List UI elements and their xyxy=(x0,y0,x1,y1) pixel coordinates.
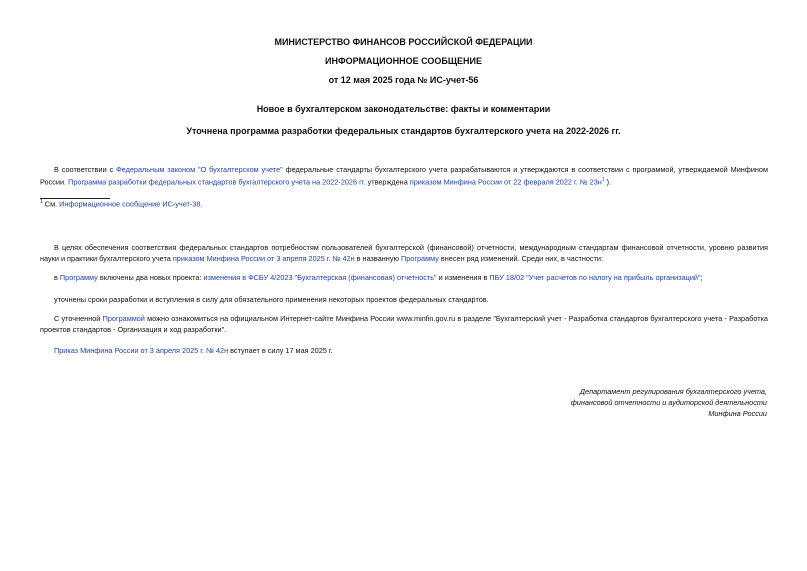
paragraph-changes xyxy=(40,242,768,264)
signature-line: Минфина России xyxy=(708,409,767,418)
link-order-42n[interactable]: Приказ Минфина России от 3 апреля 2025 г. № 42н xyxy=(54,346,229,355)
link-program[interactable]: Программу xyxy=(400,254,439,263)
link-fsbu-4-2023[interactable]: изменения в ФСБУ 4/2023 "Бухгалтерская (финансовая) отчетность" xyxy=(203,273,437,282)
ministry-title: МИНИСТЕРСТВО ФИНАНСОВ РОССИЙСКОЙ ФЕДЕРАЦИИ xyxy=(274,37,533,47)
signature-line: финансовой отчетности и аудиторской деятельности xyxy=(570,398,767,407)
text: в названную xyxy=(354,254,401,263)
paragraph-intro xyxy=(40,164,768,187)
text: ; xyxy=(700,273,703,282)
footnote-ref[interactable]: 1 xyxy=(601,177,605,183)
link-program[interactable]: Программой xyxy=(102,314,145,323)
signature-line: Департамент регулирования бухгалтерского учета, xyxy=(579,387,767,396)
text: . xyxy=(200,199,203,209)
text: и изменения в xyxy=(436,273,490,282)
link-program[interactable]: Программу xyxy=(59,273,98,282)
signature-block xyxy=(507,386,767,419)
list-item-new-projects xyxy=(40,272,768,283)
document-type: ИНФОРМАЦИОННОЕ СООБЩЕНИЕ xyxy=(325,56,482,66)
link-federal-law[interactable]: Федеральным законом "О бухгалтерском учете" xyxy=(116,165,283,174)
footnote-marker: 1 xyxy=(40,199,43,205)
text: вступает в силу 17 мая 2025 г. xyxy=(228,346,333,355)
text: в xyxy=(54,273,60,282)
text: утверждена xyxy=(365,177,410,187)
subject-title: Уточнена программа разработки федеральных стандартов бухгалтерского учета на 2022-2026 гг. xyxy=(186,126,621,136)
text: федеральные стандарты бухгалтерского учета разрабатываются и утверждаются в соответствии с программой, утверждаемой Минфином России. xyxy=(40,165,769,187)
text: С уточненной xyxy=(54,314,103,323)
link-pbu-18-02[interactable]: ПБУ 18/02 "Учет расчетов по налогу на прибыль организаций" xyxy=(489,273,701,282)
text: включены два новых проекта: xyxy=(97,273,204,282)
list-item-deadlines: уточнены сроки разработки и вступления в силу для обязательного применения некоторых проектов федеральных стандартов. xyxy=(54,295,489,304)
text: В целях обеспечения соответствия федеральных стандартов потребностям пользователей бухгалтерской (финансовой) отчетности, международным стандартам финансовой отчетности, уровню развития науки и практики бухгалтерского учета xyxy=(40,243,768,263)
link-order-23n[interactable]: приказом Минфина России от 22 февраля 2022 г. № 23н xyxy=(409,177,602,187)
text: В соответствии с xyxy=(54,165,117,174)
link-order-42n[interactable]: приказом Минфина России от 3 апреля 2025 г. № 42н xyxy=(172,254,355,263)
text: См. xyxy=(42,199,60,209)
text: можно ознакомиться на официальном Интернет-сайте Минфина России www.minfin.gov.ru в разделе "Бухгалтерский учет - Разработка стандартов бухгалтерского учета - Разработка проектов стандартов - Организация и ход разработки". xyxy=(40,314,768,334)
paragraph-effective-date xyxy=(40,345,768,356)
footnote xyxy=(40,197,768,209)
link-standards-program[interactable]: Программа разработки федеральных стандартов бухгалтерского учета на 2022-2026 гг. xyxy=(68,177,366,187)
document-date-number: от 12 мая 2025 года № ИС-учет-56 xyxy=(328,75,479,85)
text: ). xyxy=(604,177,612,187)
link-info-message-38[interactable]: Информационное сообщение ИС-учет-38 xyxy=(59,199,201,209)
section-title: Новое в бухгалтерском законодательстве: факты и комментарии xyxy=(256,104,551,114)
paragraph-website xyxy=(40,313,768,335)
text: внесен ряд изменений. Среди них, в частности: xyxy=(438,254,603,263)
